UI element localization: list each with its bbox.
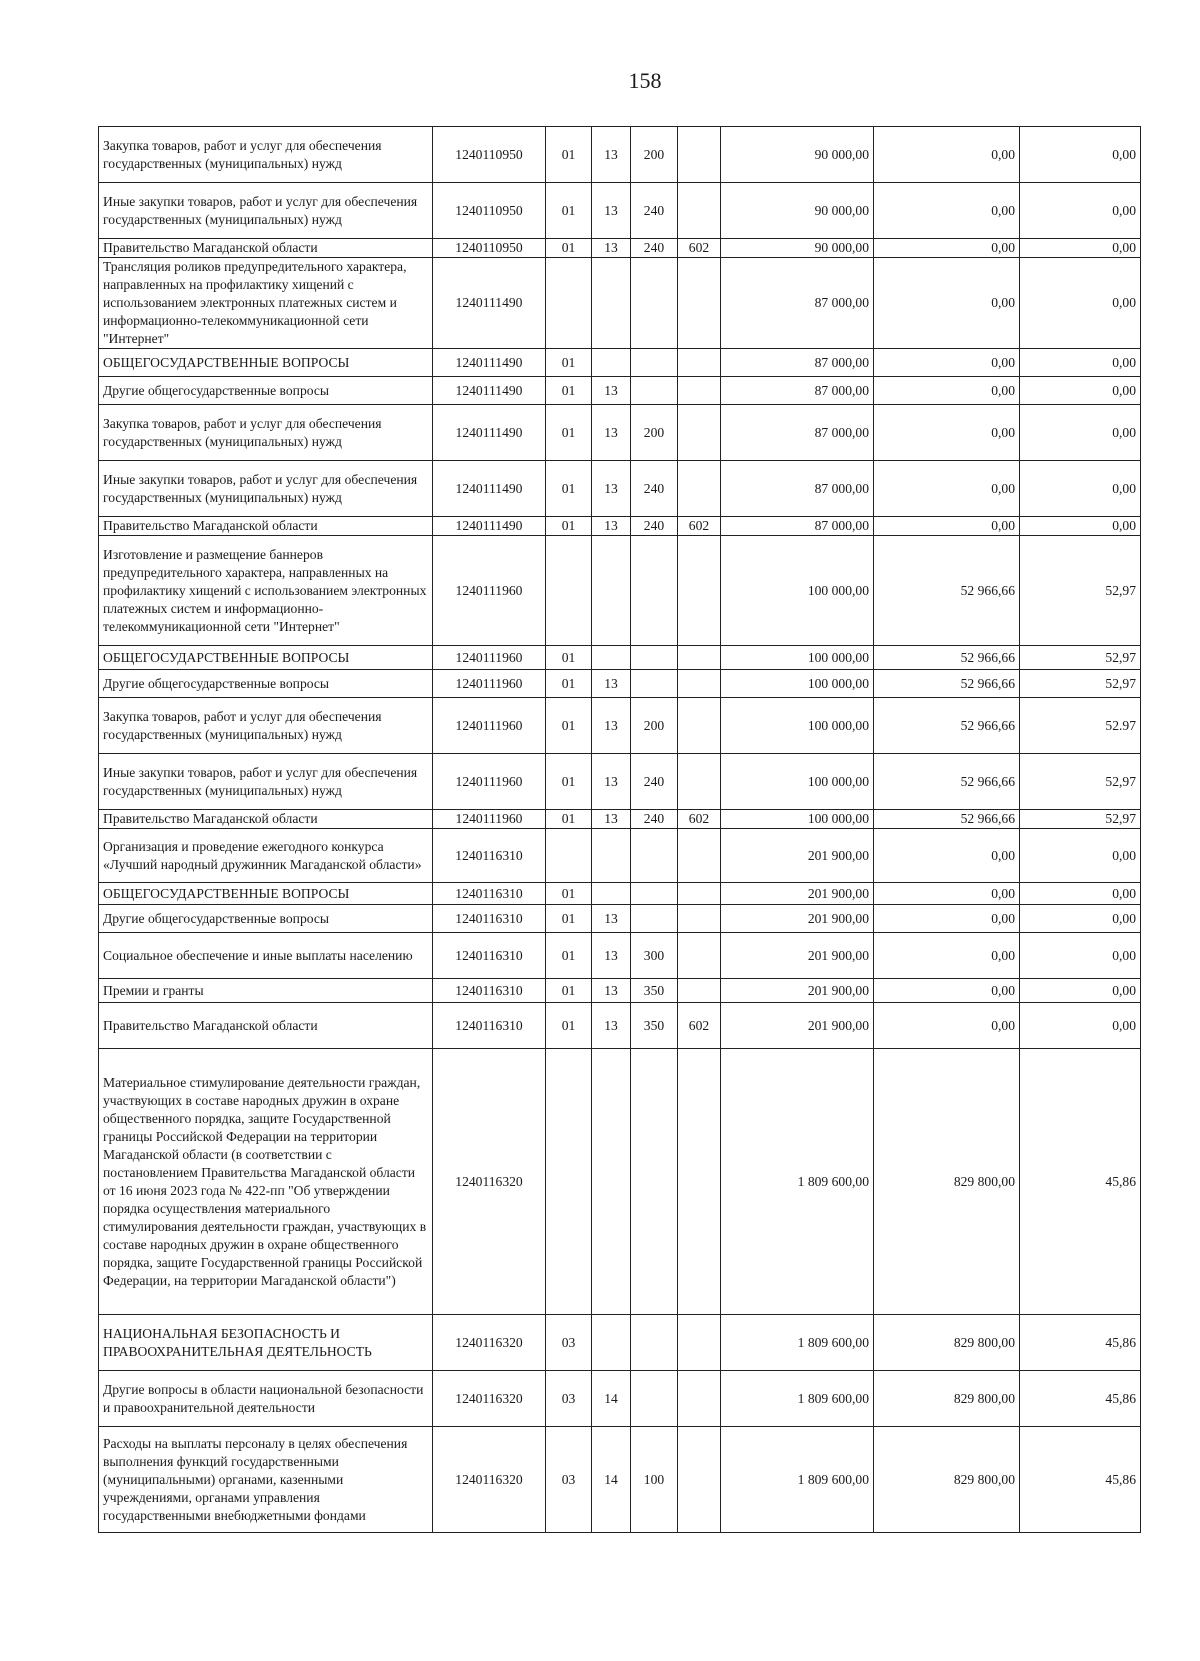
row-section-code: 03 [546,1315,592,1371]
row-admin-code: 602 [678,239,721,258]
row-target-code: 1240111490 [433,377,546,405]
row-plan-amount: 100 000,00 [721,810,874,829]
row-section-code: 01 [546,127,592,183]
row-execution-percent: 45,86 [1020,1049,1141,1315]
row-admin-code: 602 [678,517,721,536]
row-name: Закупка товаров, работ и услуг для обеспечения государственных (муниципальных) нужд [99,405,433,461]
row-expense-type [631,905,678,933]
row-execution-percent: 0,00 [1020,517,1141,536]
row-section-code: 01 [546,670,592,698]
row-subsection-code: 13 [592,239,631,258]
table-row [99,905,1141,933]
row-section-code [546,829,592,883]
row-plan-amount: 100 000,00 [721,670,874,698]
row-section-code: 01 [546,461,592,517]
row-subsection-code: 13 [592,405,631,461]
row-execution-percent: 45,86 [1020,1371,1141,1427]
row-admin-code [678,258,721,349]
row-executed-amount: 829 800,00 [874,1049,1020,1315]
row-plan-amount: 201 900,00 [721,933,874,979]
row-execution-percent: 0,00 [1020,933,1141,979]
row-subsection-code [592,829,631,883]
table-row [99,127,1141,183]
row-name: Другие общегосударственные вопросы [99,377,433,405]
row-subsection-code [592,1315,631,1371]
row-execution-percent: 0,00 [1020,239,1141,258]
table-row [99,536,1141,646]
row-expense-type: 200 [631,127,678,183]
row-execution-percent: 0,00 [1020,349,1141,377]
row-subsection-code: 13 [592,377,631,405]
row-section-code: 01 [546,883,592,905]
row-plan-amount: 90 000,00 [721,239,874,258]
row-plan-amount: 100 000,00 [721,536,874,646]
table-row [99,698,1141,754]
table-row [99,883,1141,905]
table-row [99,1003,1141,1049]
row-executed-amount: 52 966,66 [874,698,1020,754]
row-execution-percent: 0,00 [1020,1003,1141,1049]
row-section-code: 01 [546,754,592,810]
row-execution-percent: 52.97 [1020,698,1141,754]
row-target-code: 1240116310 [433,933,546,979]
row-target-code: 1240111960 [433,810,546,829]
row-name: Материальное стимулирование деятельности граждан, участвующих в составе народных дружин в охране общественного порядка, защите Государственной границы Российской Федерации на территории Магаданской области (в соответствии с постановлением Правительства Магаданской области от 16 июня 2023 года № 422-пп "Об утверждении порядка осуществления материального стимулирования деятельности граждан, участвующих в составе народных дружин в охране общественного порядка, защите Государственной границы Российской Федерации, на территории Магаданской области") [99,1049,433,1315]
table-row [99,349,1141,377]
row-section-code [546,536,592,646]
row-execution-percent: 0,00 [1020,979,1141,1003]
row-section-code: 01 [546,905,592,933]
row-admin-code: 602 [678,810,721,829]
table-row [99,461,1141,517]
row-executed-amount: 0,00 [874,377,1020,405]
row-plan-amount: 87 000,00 [721,405,874,461]
table-row [99,810,1141,829]
row-section-code: 01 [546,810,592,829]
table-row [99,829,1141,883]
row-execution-percent: 45,86 [1020,1315,1141,1371]
row-plan-amount: 1 809 600,00 [721,1371,874,1427]
row-subsection-code: 13 [592,1003,631,1049]
row-target-code: 1240116310 [433,829,546,883]
row-subsection-code: 13 [592,810,631,829]
table-row [99,1371,1141,1427]
row-execution-percent: 45,86 [1020,1427,1141,1533]
row-admin-code [678,183,721,239]
row-subsection-code [592,349,631,377]
row-target-code: 1240116310 [433,1003,546,1049]
row-target-code: 1240116320 [433,1049,546,1315]
row-section-code [546,258,592,349]
row-expense-type [631,646,678,670]
row-target-code: 1240111490 [433,349,546,377]
row-executed-amount: 0,00 [874,829,1020,883]
row-expense-type [631,1049,678,1315]
row-name: Правительство Магаданской области [99,517,433,536]
row-section-code: 01 [546,405,592,461]
row-section-code: 01 [546,183,592,239]
row-target-code: 1240111960 [433,670,546,698]
row-plan-amount: 1 809 600,00 [721,1049,874,1315]
row-section-code: 01 [546,933,592,979]
row-admin-code [678,1371,721,1427]
row-name: ОБЩЕГОСУДАРСТВЕННЫЕ ВОПРОСЫ [99,883,433,905]
row-subsection-code [592,536,631,646]
table-row [99,377,1141,405]
row-admin-code [678,979,721,1003]
row-plan-amount: 87 000,00 [721,377,874,405]
row-expense-type [631,258,678,349]
row-subsection-code: 13 [592,754,631,810]
row-subsection-code [592,258,631,349]
row-expense-type: 240 [631,754,678,810]
row-name: Другие общегосударственные вопросы [99,905,433,933]
row-plan-amount: 100 000,00 [721,698,874,754]
row-section-code: 01 [546,979,592,1003]
row-executed-amount: 0,00 [874,239,1020,258]
row-executed-amount: 52 966,66 [874,646,1020,670]
row-admin-code [678,405,721,461]
row-target-code: 1240111960 [433,754,546,810]
row-name: Правительство Магаданской области [99,810,433,829]
row-plan-amount: 1 809 600,00 [721,1427,874,1533]
table-row [99,405,1141,461]
row-execution-percent: 0,00 [1020,905,1141,933]
row-executed-amount: 0,00 [874,1003,1020,1049]
row-target-code: 1240110950 [433,239,546,258]
row-subsection-code: 13 [592,698,631,754]
row-admin-code [678,127,721,183]
row-name: Иные закупки товаров, работ и услуг для обеспечения государственных (муниципальных) нужд [99,183,433,239]
row-name: Трансляция роликов предупредительного характера, направленных на профилактику хищений с использованием электронных платежных систем и информационно-телекоммуникационной сети "Интернет" [99,258,433,349]
row-admin-code [678,377,721,405]
row-admin-code [678,1049,721,1315]
row-expense-type [631,377,678,405]
row-target-code: 1240111490 [433,258,546,349]
row-execution-percent: 0,00 [1020,405,1141,461]
row-expense-type [631,536,678,646]
row-executed-amount: 52 966,66 [874,536,1020,646]
row-execution-percent: 0,00 [1020,377,1141,405]
row-name: Правительство Магаданской области [99,1003,433,1049]
row-section-code: 01 [546,377,592,405]
row-section-code: 01 [546,239,592,258]
row-executed-amount: 52 966,66 [874,754,1020,810]
row-name: Закупка товаров, работ и услуг для обеспечения государственных (муниципальных) нужд [99,698,433,754]
row-execution-percent: 0,00 [1020,183,1141,239]
table-row [99,183,1141,239]
row-executed-amount: 52 966,66 [874,670,1020,698]
row-plan-amount: 87 000,00 [721,349,874,377]
row-name: Правительство Магаданской области [99,239,433,258]
row-name: Социальное обеспечение и иные выплаты населению [99,933,433,979]
row-admin-code [678,829,721,883]
row-name: ОБЩЕГОСУДАРСТВЕННЫЕ ВОПРОСЫ [99,646,433,670]
budget-table [98,126,1141,1533]
row-subsection-code: 13 [592,127,631,183]
row-section-code: 03 [546,1371,592,1427]
row-plan-amount: 90 000,00 [721,127,874,183]
row-target-code: 1240111490 [433,517,546,536]
row-plan-amount: 201 900,00 [721,979,874,1003]
table-row [99,646,1141,670]
row-admin-code [678,698,721,754]
row-executed-amount: 829 800,00 [874,1427,1020,1533]
row-expense-type [631,883,678,905]
row-name: Организация и проведение ежегодного конкурса «Лучший народный дружинник Магаданской области» [99,829,433,883]
row-subsection-code: 13 [592,933,631,979]
row-expense-type: 200 [631,698,678,754]
row-target-code: 1240111490 [433,405,546,461]
table-row [99,670,1141,698]
row-subsection-code: 14 [592,1371,631,1427]
row-target-code: 1240111960 [433,698,546,754]
row-admin-code [678,461,721,517]
row-expense-type: 240 [631,239,678,258]
row-expense-type [631,670,678,698]
row-name: Иные закупки товаров, работ и услуг для обеспечения государственных (муниципальных) нужд [99,754,433,810]
row-subsection-code [592,646,631,670]
row-admin-code [678,646,721,670]
row-section-code: 01 [546,646,592,670]
row-admin-code [678,536,721,646]
row-executed-amount: 0,00 [874,258,1020,349]
row-section-code: 01 [546,698,592,754]
row-admin-code [678,670,721,698]
row-executed-amount: 0,00 [874,979,1020,1003]
row-executed-amount: 829 800,00 [874,1371,1020,1427]
row-target-code: 1240110950 [433,183,546,239]
table-row [99,754,1141,810]
row-subsection-code [592,883,631,905]
row-executed-amount: 0,00 [874,405,1020,461]
row-execution-percent: 0,00 [1020,127,1141,183]
row-executed-amount: 0,00 [874,127,1020,183]
row-target-code: 1240116320 [433,1371,546,1427]
row-execution-percent: 52,97 [1020,670,1141,698]
page-number: 158 [628,68,662,93]
row-subsection-code: 13 [592,979,631,1003]
row-target-code: 1240116310 [433,979,546,1003]
row-admin-code [678,1315,721,1371]
row-expense-type: 300 [631,933,678,979]
table-row [99,258,1141,349]
row-target-code: 1240111490 [433,461,546,517]
row-admin-code [678,905,721,933]
row-expense-type: 200 [631,405,678,461]
row-plan-amount: 201 900,00 [721,905,874,933]
row-name: Премии и гранты [99,979,433,1003]
table-row [99,239,1141,258]
row-target-code: 1240111960 [433,536,546,646]
row-expense-type: 240 [631,461,678,517]
row-executed-amount: 0,00 [874,461,1020,517]
row-name: НАЦИОНАЛЬНАЯ БЕЗОПАСНОСТЬ И ПРАВООХРАНИТЕЛЬНАЯ ДЕЯТЕЛЬНОСТЬ [99,1315,433,1371]
table-row [99,979,1141,1003]
row-execution-percent: 52,97 [1020,646,1141,670]
row-admin-code [678,883,721,905]
row-subsection-code [592,1049,631,1315]
table-row [99,517,1141,536]
row-name: Иные закупки товаров, работ и услуг для обеспечения государственных (муниципальных) нужд [99,461,433,517]
row-admin-code: 602 [678,1003,721,1049]
row-subsection-code: 13 [592,670,631,698]
row-plan-amount: 201 900,00 [721,829,874,883]
row-target-code: 1240116310 [433,905,546,933]
row-subsection-code: 13 [592,517,631,536]
row-executed-amount: 0,00 [874,905,1020,933]
row-name: Изготовление и размещение баннеров предупредительного характера, направленных на профилактику хищений с использованием электронных платежных систем и информационно-телекоммуникационной сети "Интернет" [99,536,433,646]
row-plan-amount: 100 000,00 [721,754,874,810]
row-expense-type: 350 [631,1003,678,1049]
row-subsection-code: 13 [592,905,631,933]
row-executed-amount: 0,00 [874,933,1020,979]
table-row [99,1315,1141,1371]
row-expense-type [631,829,678,883]
table-row [99,1427,1141,1533]
row-expense-type: 350 [631,979,678,1003]
row-plan-amount: 201 900,00 [721,1003,874,1049]
row-executed-amount: 0,00 [874,883,1020,905]
row-subsection-code: 13 [592,461,631,517]
row-target-code: 1240116320 [433,1427,546,1533]
row-execution-percent: 52,97 [1020,536,1141,646]
row-execution-percent: 52,97 [1020,754,1141,810]
row-target-code: 1240110950 [433,127,546,183]
table-row [99,1049,1141,1315]
row-execution-percent: 52,97 [1020,810,1141,829]
row-plan-amount: 87 000,00 [721,517,874,536]
row-expense-type: 100 [631,1427,678,1533]
row-plan-amount: 1 809 600,00 [721,1315,874,1371]
row-expense-type [631,349,678,377]
row-section-code [546,1049,592,1315]
row-name: Другие общегосударственные вопросы [99,670,433,698]
row-section-code: 01 [546,349,592,377]
row-target-code: 1240116320 [433,1315,546,1371]
row-target-code: 1240116310 [433,883,546,905]
row-plan-amount: 87 000,00 [721,461,874,517]
row-section-code: 01 [546,1003,592,1049]
row-execution-percent: 0,00 [1020,258,1141,349]
row-name: Расходы на выплаты персоналу в целях обеспечения выполнения функций государственными (муниципальными) органами, казенными учреждениями, органами управления государственными внебюджетными фондами [99,1427,433,1533]
row-execution-percent: 0,00 [1020,883,1141,905]
row-subsection-code: 14 [592,1427,631,1533]
row-plan-amount: 100 000,00 [721,646,874,670]
row-executed-amount: 0,00 [874,183,1020,239]
row-name: Закупка товаров, работ и услуг для обеспечения государственных (муниципальных) нужд [99,127,433,183]
row-admin-code [678,349,721,377]
row-target-code: 1240111960 [433,646,546,670]
row-expense-type: 240 [631,183,678,239]
row-plan-amount: 90 000,00 [721,183,874,239]
row-plan-amount: 201 900,00 [721,883,874,905]
row-admin-code [678,1427,721,1533]
row-name: ОБЩЕГОСУДАРСТВЕННЫЕ ВОПРОСЫ [99,349,433,377]
row-plan-amount: 87 000,00 [721,258,874,349]
row-expense-type [631,1371,678,1427]
row-executed-amount: 829 800,00 [874,1315,1020,1371]
row-subsection-code: 13 [592,183,631,239]
row-section-code: 03 [546,1427,592,1533]
row-executed-amount: 0,00 [874,517,1020,536]
row-expense-type: 240 [631,810,678,829]
row-admin-code [678,933,721,979]
row-executed-amount: 52 966,66 [874,810,1020,829]
row-execution-percent: 0,00 [1020,461,1141,517]
table-row [99,933,1141,979]
row-admin-code [678,754,721,810]
row-section-code: 01 [546,517,592,536]
row-expense-type: 240 [631,517,678,536]
row-name: Другие вопросы в области национальной безопасности и правоохранительной деятельности [99,1371,433,1427]
row-execution-percent: 0,00 [1020,829,1141,883]
row-executed-amount: 0,00 [874,349,1020,377]
row-expense-type [631,1315,678,1371]
